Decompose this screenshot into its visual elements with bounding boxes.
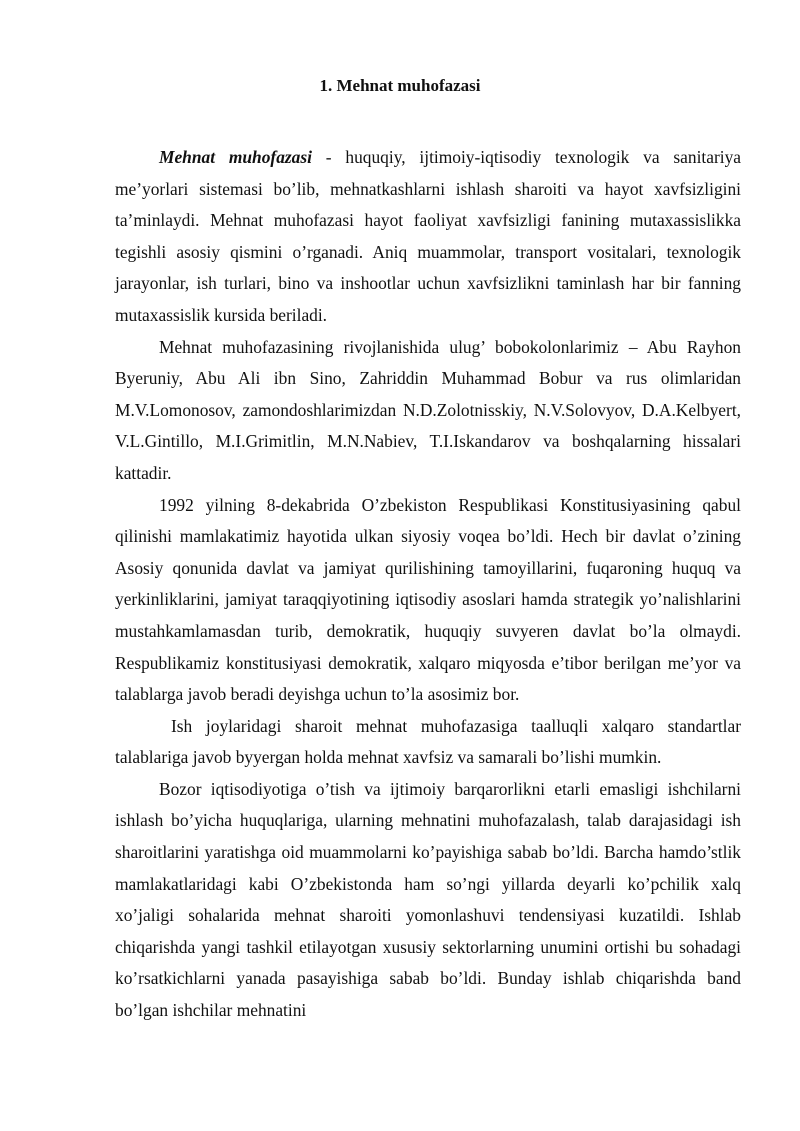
paragraph-history: Mehnat muhofazasining rivojlanishida ulug’ bobokolonlarimiz – Abu Rayhon Byeruniy, Abu Ali ibn Sino, Zahriddin Muhammad Bobur va rus olimlaridan M.V.Lomonosov, zamondoshlarimizdan N.D.Zolotnisskiy, N.V.Solovyov, D.A.Kelbyert, V.L.Gintillo, M.I.Grimitlin, M.N.Nabiev, T.I.Iskandarov va boshqalarning hissalari kattadir.	[115, 336, 741, 483]
paragraph-definition	[115, 142, 741, 332]
paragraph-standards: Ish joylaridagi sharoit mehnat muhofazasiga taalluqli xalqaro standartlar talablariga javob byyergan holda mehnat xavfsiz va samarali bo’lishi mumkin.	[115, 715, 741, 768]
paragraph-text: - huquqiy, ijtimoiy-iqtisodiy texnologik va sanitariya me’yorlari sistemasi bo’lib, mehnatkashlarni ishlash sharoiti va hayot xavfsizligini ta’minlaydi. Mehnat muhofazasi hayot faoliyat xavfsizligi fanining mutaxassislikka tegishli asosiy qismini o’rganadi. Aniq muammolar, transport vositalari, texnologik jarayonlar, ish turlari, bino va inshootlar uchun xavfsizlikni taminlash har bir fanning mutaxassislik kursida beriladi.	[115, 147, 741, 325]
paragraph-constitution: 1992 yilning 8-dekabrida O’zbekiston Respublikasi Konstitusiyasining qabul qilinishi mamlakatimiz hayotida ulkan siyosiy voqea bo’ldi. Hech bir davlat o’zining Asosiy qonunida davlat va jamiyat qurilishining tamoyillarini, fuqaroning huquq va yerkinliklarini, jamiyat taraqqiyotining iqtisodiy asoslari hamda strategik yo’nalishlarini mustahkamlamasdan turib, demokratik, huquqiy suvyeren davlat bo’la olmaydi. Respublikamiz konstitusiyasi demokratik, xalqaro miqyosda e’tibor berilgan me’yor va talablarga javob beradi deyishga uchun to’la asosimiz bor.	[115, 494, 741, 705]
section-title: 1. Mehnat muhofazasi	[319, 76, 481, 95]
document-body	[115, 142, 741, 1027]
defined-term: Mehnat muhofazasi	[159, 147, 312, 167]
paragraph-market-economy: Bozor iqtisodiyotiga o’tish va ijtimoiy barqarorlikni etarli emasligi ishchilarni ishlash bo’yicha huquqlariga, ularning mehnatini muhofazalash, talab darajasidagi ish sharoitlarini yaratishga oid muammolarni ko’payishiga sabab bo’ldi. Barcha hamdo’stlik mamlakatlaridagi kabi O’zbekistonda ham so’ngi yillarda deyarli ko’pchilik xalq xo’jaligi sohalarida mehnat sharoiti yomonlashuvi tendensiyasi kuzatildi. Ishlab chiqarishda yangi tashkil etilayotgan xususiy sektorlarning unumini ortishi bu sohadagi ko’rsatkichlarni yanada pasayishiga sabab bo’ldi. Bunday ishlab chiqarishda band bo’lgan ishchilar mehnatini	[115, 778, 741, 1021]
